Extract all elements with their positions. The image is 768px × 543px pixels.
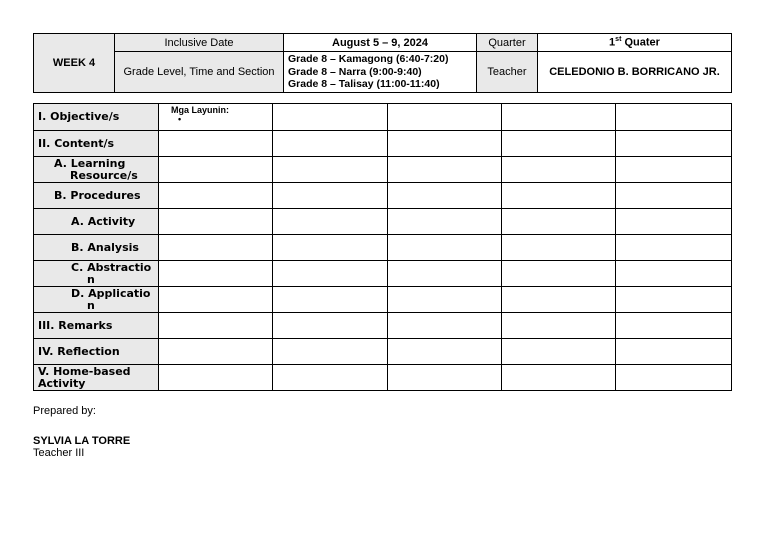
plan-cell <box>273 313 388 339</box>
plan-cell <box>616 131 732 157</box>
plan-cell <box>159 365 273 391</box>
plan-cell <box>388 209 502 235</box>
prepared-by-label: Prepared by: <box>33 405 96 417</box>
plan-cell <box>273 261 388 287</box>
plan-cell <box>159 313 273 339</box>
plan-cell <box>388 131 502 157</box>
plan-cell <box>616 287 732 313</box>
plan-row-home-based-activity <box>34 365 732 391</box>
plan-cell <box>616 104 732 131</box>
row-label: B. Analysis <box>34 235 159 261</box>
quarter-label: Quarter <box>477 34 538 52</box>
row-label: II. Content/s <box>34 131 159 157</box>
plan-cell <box>388 261 502 287</box>
preparer-position: Teacher III <box>33 447 85 459</box>
plan-row-reflection <box>34 339 732 365</box>
plan-row-abstraction <box>34 261 732 287</box>
row-label-text: C. Abstraction <box>71 260 152 286</box>
plan-cell <box>159 261 273 287</box>
row-label: A. Activity <box>34 209 159 235</box>
plan-cell <box>502 183 616 209</box>
plan-cell <box>159 183 273 209</box>
plan-cell <box>616 365 732 391</box>
inclusive-date-label: Inclusive Date <box>115 34 284 52</box>
plan-row-analysis <box>34 235 732 261</box>
plan-cell <box>616 209 732 235</box>
plan-cell <box>273 157 388 183</box>
plan-cell <box>273 104 388 131</box>
bullet-point: • <box>178 114 182 124</box>
row-label: I. Objective/s <box>34 104 159 131</box>
plan-cell <box>388 235 502 261</box>
plan-cell <box>388 157 502 183</box>
row-label: III. Remarks <box>34 313 159 339</box>
inclusive-date-value: August 5 – 9, 2024 <box>284 34 477 52</box>
plan-cell <box>616 157 732 183</box>
row-label-text: A. Learning Resource/s <box>54 156 138 182</box>
plan-cell <box>502 287 616 313</box>
lesson-plan-table <box>33 103 732 391</box>
sections-cell <box>284 52 477 93</box>
week-cell <box>34 34 115 93</box>
plan-cell <box>502 131 616 157</box>
prepared-by-section <box>33 405 130 459</box>
plan-cell <box>388 104 502 131</box>
plan-cell <box>273 365 388 391</box>
plan-cell <box>616 235 732 261</box>
section-line: Grade 8 – Talisay (11:00-11:40) <box>288 78 440 90</box>
plan-cell <box>616 261 732 287</box>
plan-row-remarks <box>34 313 732 339</box>
plan-cell <box>502 261 616 287</box>
plan-row-application <box>34 287 732 313</box>
plan-cell <box>502 339 616 365</box>
plan-cell <box>388 287 502 313</box>
objective-note-cell <box>159 104 273 131</box>
plan-cell <box>159 209 273 235</box>
objective-note: Mga Layunin: <box>171 105 229 115</box>
teacher-label: Teacher <box>477 52 538 93</box>
plan-cell <box>388 313 502 339</box>
plan-row-content <box>34 131 732 157</box>
plan-cell <box>159 235 273 261</box>
section-line: Grade 8 – Narra (9:00-9:40) <box>288 65 422 78</box>
plan-cell <box>273 235 388 261</box>
plan-cell <box>159 131 273 157</box>
row-label: V. Home-based Activity <box>34 365 159 391</box>
plan-cell <box>616 339 732 365</box>
quarter-suffix: st <box>615 36 622 44</box>
plan-cell <box>273 183 388 209</box>
preparer-name: SYLVIA LA TORRE <box>33 435 131 447</box>
plan-cell <box>159 287 273 313</box>
plan-cell <box>273 339 388 365</box>
quarter-number: 1 <box>609 36 616 49</box>
row-label <box>34 261 159 287</box>
plan-cell <box>502 104 616 131</box>
plan-cell <box>388 183 502 209</box>
plan-cell <box>502 209 616 235</box>
row-label: B. Procedures <box>34 183 159 209</box>
plan-cell <box>273 131 388 157</box>
plan-cell <box>159 157 273 183</box>
row-label-text: D. Application <box>71 286 151 312</box>
plan-row-objective <box>34 104 732 131</box>
plan-cell <box>388 339 502 365</box>
plan-cell <box>388 365 502 391</box>
grade-level-label: Grade Level, Time and Section <box>115 52 284 93</box>
plan-cell <box>502 235 616 261</box>
plan-cell <box>616 313 732 339</box>
header-table <box>33 33 732 93</box>
row-label <box>34 157 159 183</box>
plan-cell <box>273 209 388 235</box>
plan-cell <box>159 339 273 365</box>
plan-row-activity <box>34 209 732 235</box>
section-line: Grade 8 – Kamagong (6:40-7:20) <box>288 53 449 65</box>
quarter-value <box>538 34 732 52</box>
week-label: WEEK 4 <box>52 56 96 69</box>
plan-cell <box>502 365 616 391</box>
row-label: IV. Reflection <box>34 339 159 365</box>
plan-row-learning-resources <box>34 157 732 183</box>
plan-cell <box>273 287 388 313</box>
plan-cell <box>502 157 616 183</box>
row-label <box>34 287 159 313</box>
plan-cell <box>502 313 616 339</box>
teacher-name: CELEDONIO B. BORRICANO JR. <box>538 52 732 93</box>
plan-row-procedures <box>34 183 732 209</box>
plan-cell <box>616 183 732 209</box>
quarter-word: Quater <box>624 36 660 49</box>
